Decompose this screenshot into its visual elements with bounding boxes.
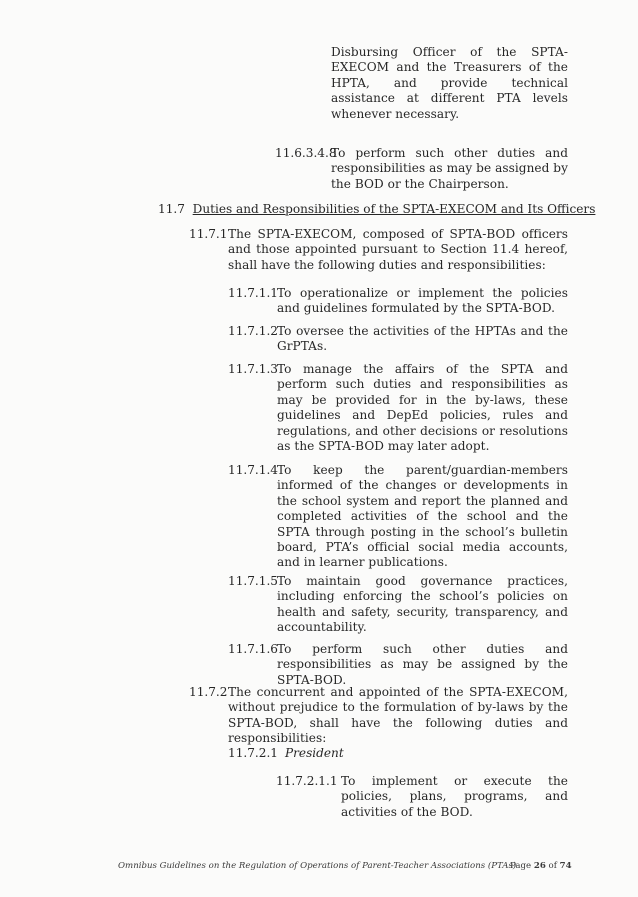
page-current: 26	[533, 861, 546, 871]
section-heading	[158, 202, 595, 217]
page-word: Page	[510, 861, 532, 871]
section-title: Duties and Responsibilities of the SPTA-EXECOM and Its Officers	[192, 202, 596, 216]
paragraph-number: 11.7.1	[189, 227, 228, 241]
paragraph-number: 11.7.1.4	[228, 463, 279, 477]
paragraph-number: 11.7.1.6	[228, 642, 279, 656]
page-of: of	[548, 861, 557, 871]
paragraph-disbursing-continuation: Disbursing Officer of the SPTA-EXECOM and the Treasurers of the HPTA, and provide technical assistance at different PTA levels whenever necessary.	[331, 45, 568, 121]
paragraph-11-7-1-1: To operationalize or implement the policies and guidelines formulated by the SPTA-BOD.	[277, 286, 568, 316]
paragraph-11-7-1-2: To oversee the activities of the HPTAs and the GrPTAs.	[277, 324, 568, 354]
paragraph-number: 11.7.1.3	[228, 362, 279, 376]
paragraph-11-7-2-1-1: To implement or execute the policies, plans, programs, and activities of the BOD.	[341, 774, 568, 819]
paragraph-11-7-2: The concurrent and appointed of the SPTA-EXECOM, without prejudice to the formulation of by-laws by the SPTA-BOD, shall have the following duties and responsibilities:	[228, 685, 568, 746]
section-number: 11.7	[158, 202, 185, 216]
paragraph-number: 11.7.2.1	[228, 746, 279, 760]
paragraph-11-7-1-3: To manage the affairs of the SPTA and perform such duties and responsibilities as may be provided for in the by-laws, these guidelines and DepEd policies, rules and regulations, and other decisions or resolutions as the SPTA-BOD may later adopt.	[277, 362, 568, 454]
paragraph-11-7-1-4: To keep the parent/guardian-members informed of the changes or developments in the school system and report the planned and completed activities of the school and the SPTA through posting in the school’s bulletin board, PTA’s official social media accounts, and in learner publications.	[277, 463, 568, 570]
paragraph-number: 11.7.1.1	[228, 286, 279, 300]
paragraph-11-7-1: The SPTA-EXECOM, composed of SPTA-BOD officers and those appointed pursuant to Section 11.4 hereof, shall have the following duties and responsibilities:	[228, 227, 568, 272]
subsection-title-president: President	[285, 746, 344, 760]
paragraph-number: 11.7.2	[189, 685, 228, 699]
paragraph-number: 11.7.1.5	[228, 574, 279, 588]
paragraph-11-7-1-5: To maintain good governance practices, including enforcing the school’s policies on health and safety, security, transparency, and accountability.	[277, 574, 568, 635]
footer-page-number	[510, 861, 572, 872]
paragraph-number: 11.7.2.1.1	[276, 774, 338, 788]
paragraph-number: 11.7.1.2	[228, 324, 279, 338]
paragraph-11-6-3-4-8: To perform such other duties and responsibilities as may be assigned by the BOD or the Chairperson.	[331, 146, 568, 191]
footer-document-title: Omnibus Guidelines on the Regulation of Operations of Parent-Teacher Associations (PTAs)	[118, 861, 517, 871]
paragraph-number: 11.6.3.4.8	[275, 146, 337, 160]
paragraph-11-7-1-6: To perform such other duties and responsibilities as may be assigned by the SPTA-BOD.	[277, 642, 568, 687]
page-total: 74	[559, 861, 572, 871]
